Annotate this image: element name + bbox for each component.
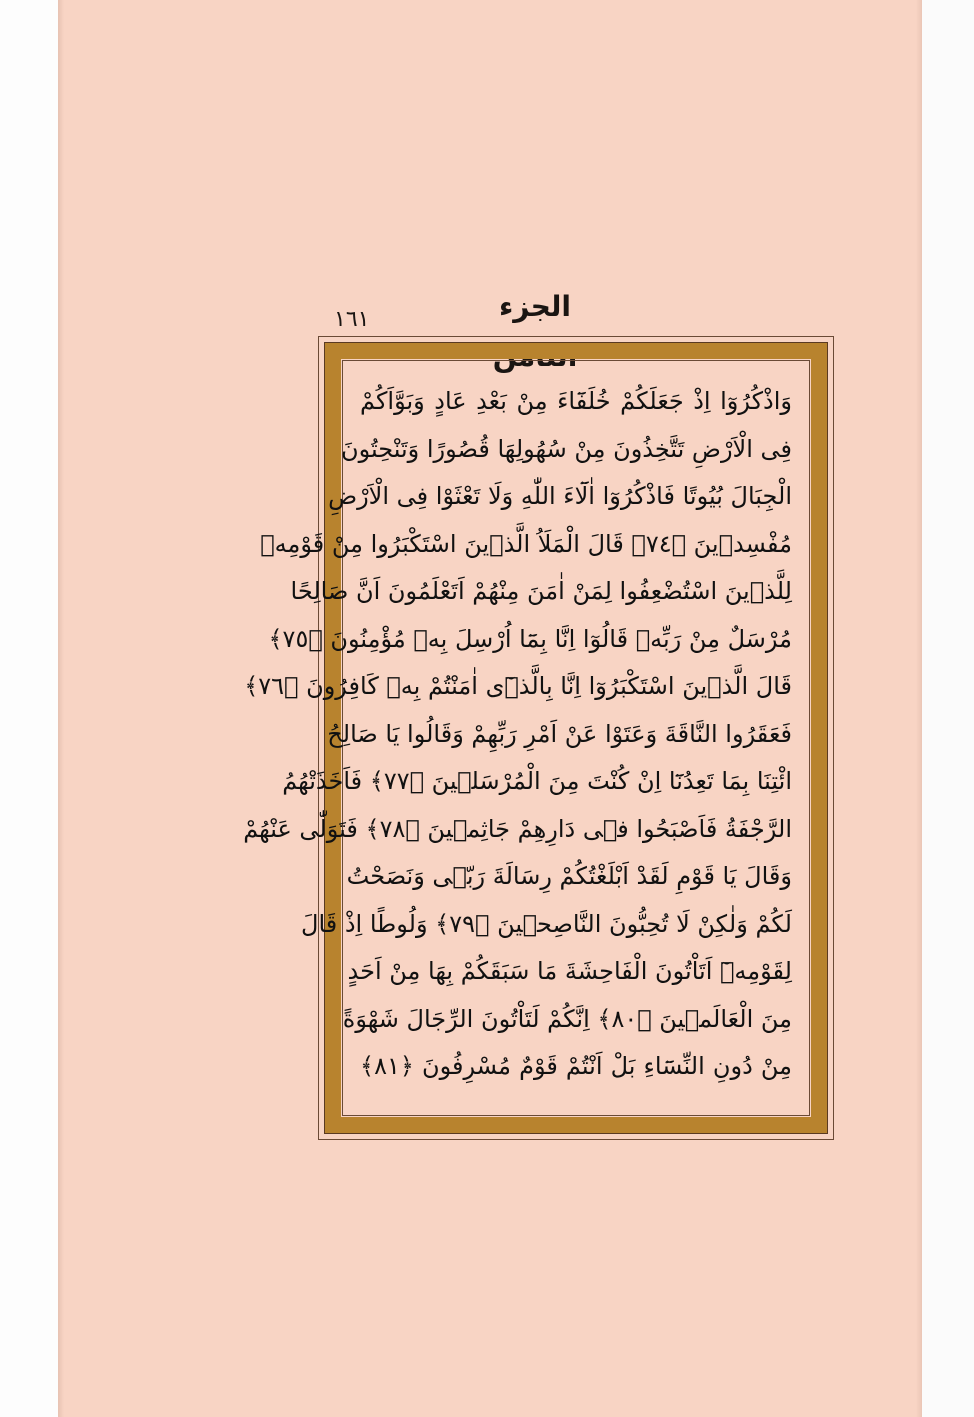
verse-line: فَعَقَرُوا النَّاقَةَ وَعَتَوْا عَنْ اَمْرِ رَبِّهِمْ وَقَالُوا يَا صَالِحُ bbox=[327, 719, 792, 748]
right-margin bbox=[922, 0, 974, 1417]
verse-line: مُفْسِدٖينَ ﴿٧٤﴾ قَالَ الْمَلَاُ الَّذٖينَ اسْتَكْبَرُوا مِنْ قَوْمِهٖ bbox=[260, 529, 792, 558]
verse-line: لِقَوْمِهٖٓ اَتَاْتُونَ الْفَاحِشَةَ مَا سَبَقَكُمْ بِهَا مِنْ اَحَدٍ bbox=[347, 957, 792, 985]
verse-line: الْجِبَالَ بُيُوتًا فَاذْكُرُوٓا اٰلَٓاءَ اللّٰهِ وَلَا تَعْثَوْا فِى الْاَرْضِ bbox=[328, 482, 792, 510]
verse-line: مِنْ دُونِ النِّسَٓاءِ بَلْ اَنْتُمْ قَوْمٌ مُسْرِفُونَ ﴿٨١﴾ bbox=[360, 1052, 792, 1080]
right-page-edge bbox=[916, 0, 922, 1417]
verse-line: فِى الْاَرْضِ تَتَّخِذُونَ مِنْ سُهُولِهَا قُصُورًا وَتَنْحِتُونَ bbox=[340, 434, 792, 463]
verse-text-block bbox=[243, 378, 792, 1091]
verse-line: مُرْسَلٌ مِنْ رَبِّهٖ قَالُوٓا اِنَّا بِمَٓا اُرْسِلَ بِهٖ مُؤْمِنُونَ ﴿٧٥﴾ bbox=[268, 624, 792, 653]
verse-line: لِلَّذٖينَ اسْتُضْعِفُوا لِمَنْ اٰمَنَ مِنْهُمْ اَتَعْلَمُونَ اَنَّ صَالِحًا bbox=[290, 577, 792, 605]
verse-line: مِنَ الْعَالَمٖينَ ﴿٨٠﴾ اِنَّكُمْ لَتَاْتُونَ الرِّجَالَ شَهْوَةً bbox=[342, 1004, 792, 1033]
verse-line: وَقَالَ يَا قَوْمِ لَقَدْ اَبْلَغْتُكُمْ رِسَالَةَ رَبّٖى وَنَصَحْتُ bbox=[346, 862, 792, 890]
verse-line: وَاذْكُرُوٓا اِذْ جَعَلَكُمْ خُلَفَٓاءَ مِنْ بَعْدِ عَادٍ وَبَوَّاَكُمْ bbox=[360, 387, 792, 415]
page-number: ١٦١ bbox=[334, 307, 370, 332]
left-page-edge bbox=[58, 0, 64, 1417]
verse-line: ائْتِنَا بِمَا تَعِدُنَٓا اِنْ كُنْتَ مِنَ الْمُرْسَلٖينَ ﴿٧٧﴾ فَاَخَذَتْهُمُ bbox=[282, 767, 792, 795]
verse-line: الرَّجْفَةُ فَاَصْبَحُوا فٖى دَارِهِمْ جَاثِمٖينَ ﴿٧٨﴾ فَتَوَلّٰى عَنْهُمْ bbox=[243, 814, 792, 843]
left-margin bbox=[0, 0, 58, 1417]
juz-title: الجزء الثامن bbox=[492, 290, 578, 373]
verse-line: قَالَ الَّذٖينَ اسْتَكْبَرُوٓا اِنَّا بِالَّذٖٓى اٰمَنْتُمْ بِهٖ كَافِرُونَ ﴿٧٦﴾ bbox=[244, 672, 792, 700]
verse-line: لَكُمْ وَلٰكِنْ لَا تُحِبُّونَ النَّاصِحٖينَ ﴿٧٩﴾ وَلُوطًا اِذْ قَالَ bbox=[301, 909, 792, 938]
